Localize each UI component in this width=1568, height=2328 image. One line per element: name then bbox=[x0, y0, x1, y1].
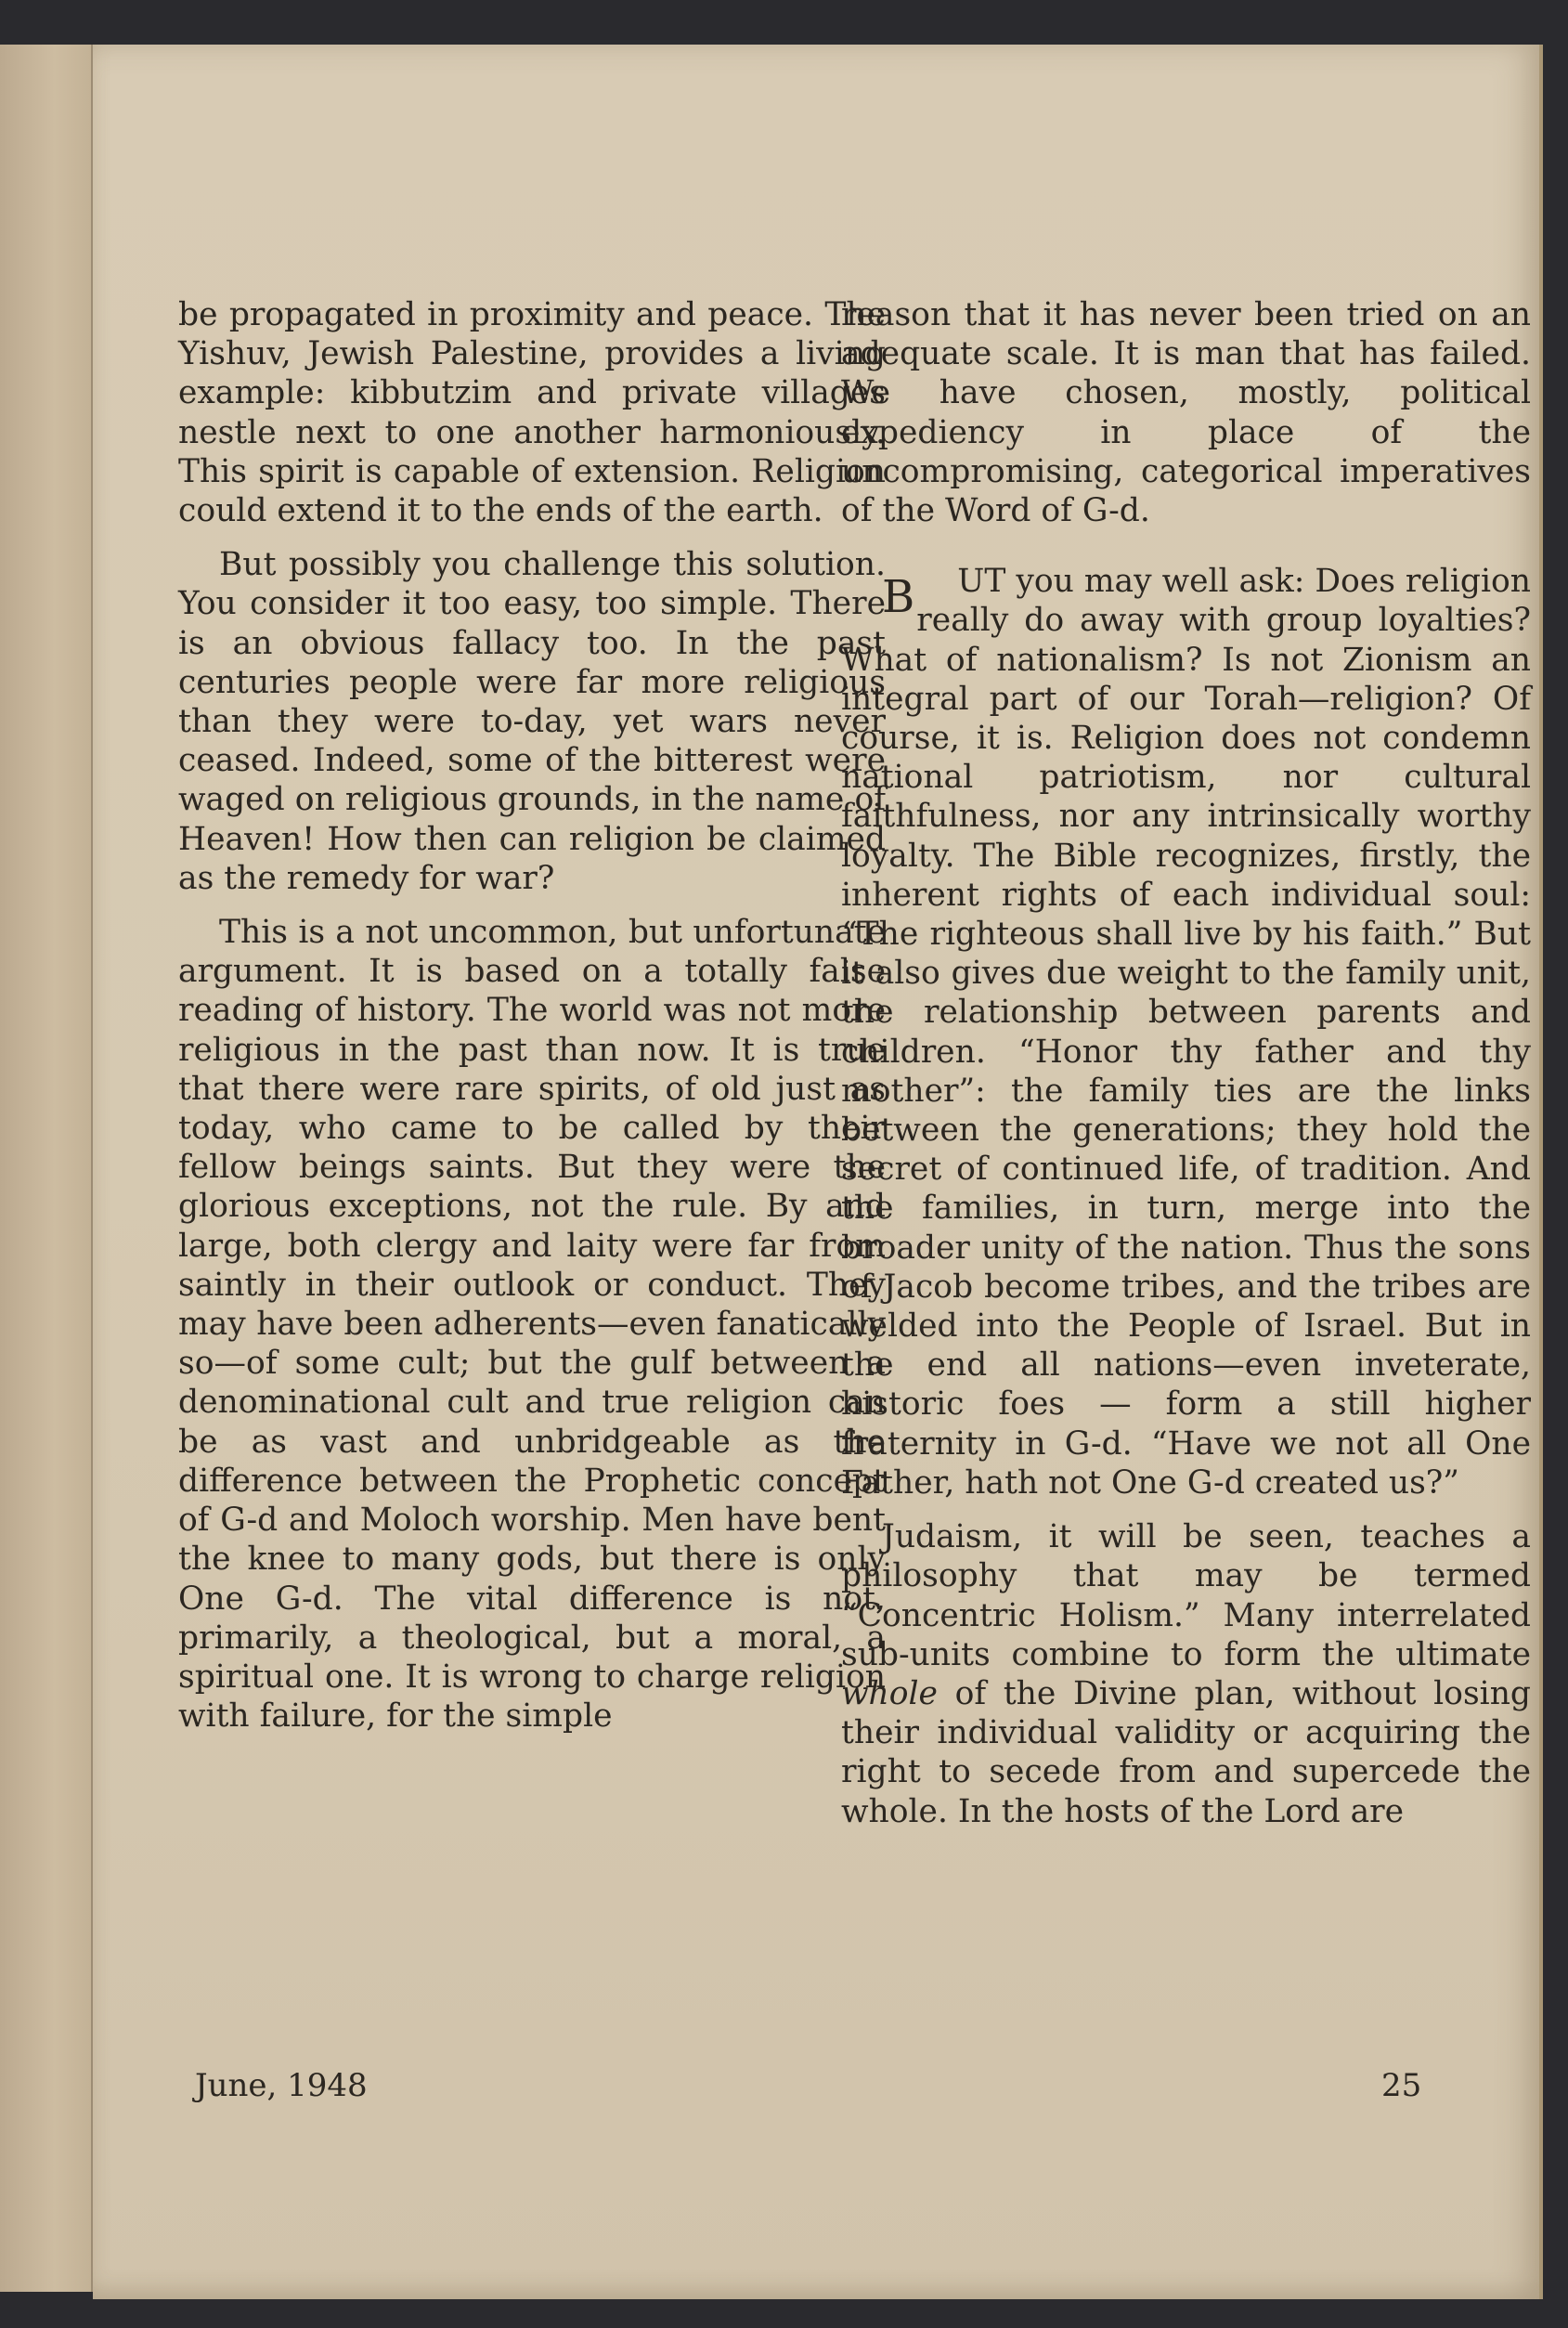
paragraph: reason that it has never been tried on an adequate scale. It is man that has failed. We have chosen, mostly, political expediency in place of the uncompromising, categorical imperatives of the Word of G-d. bbox=[841, 296, 1531, 530]
paragraph: But possibly you challenge this solution. You consider it too easy, too simple. There is an obvious fallacy too. In the past centuries people were far more religious than they were to-day, yet wars never ceased. Indeed, some of the bitterest were waged on religious grounds, in the name of Heaven! How then can religion be claimed as the remedy for war? bbox=[178, 546, 886, 897]
right-text-column bbox=[841, 295, 1531, 1831]
previous-page-edge bbox=[0, 45, 93, 2292]
paragraph bbox=[841, 1517, 1531, 1831]
paragraph-text: of the Divine plan, without losing their individual validity or acquiring the right to secede from and supercede the whole. In the hosts of the Lord are bbox=[841, 1674, 1531, 1830]
paragraph: This is a not uncommon, but unfortunate argument. It is based on a totally false reading of history. The world was not more religious in the past than now. It is true that there were rare spirits, of old just as today, who came to be called by their fellow beings saints. But they were the glorious exceptions, not the rule. By and large, both clergy and laity were far from saintly in their outlook or conduct. They may have been adherents—even fanatically so—of some cult; but the gulf between a denominational cult and true religion can be as vast and unbridgeable as the difference between the Prophetic concept of G-d and Moloch worship. Men have bent the knee to many gods, but there is only One G-d. The vital difference is not, primarily, a theological, but a moral, a spiritual one. It is wrong to charge religion with failure, for the simple bbox=[178, 914, 886, 1736]
paragraph-text: Judaism, it will be seen, teaches a philosophy that may be termed “Concentric Holism.” Many interrelated sub-units combine to form the ultimate bbox=[841, 1518, 1531, 1673]
page-number: 25 bbox=[1381, 2067, 1422, 2104]
issue-date: June, 1948 bbox=[195, 2067, 368, 2104]
drop-cap: B bbox=[882, 571, 915, 624]
paragraph: be propagated in proximity and peace. The Yishuv, Jewish Palestine, provides a living example: kibbutzim and private villages nestle next to one another harmoniously. This spirit is capable of extension. Religion could extend it to the ends of the earth. bbox=[178, 296, 886, 530]
magazine-page bbox=[93, 45, 1543, 2299]
section-text: UT you may well ask: Does religion really do away with group loyalties? What of nationalism? Is not Zionism an integral part of our Torah—religion? Of course, it is. Religion does not condemn national patriotism, nor cultural faithfulness, nor any intrinsically worthy loyalty. The Bible recognizes, firstly, the inherent rights of each individual soul: “The righteous shall live by his faith.” But it also gives due weight to the family unit, the relationship between parents and children. “Honor thy father and thy mother”: the family ties are the links between the generations; they hold the secret of continued life, of tradition. And the families, in turn, merge into the broader unity of the nation. Thus the sons of Jacob become tribes, and the tribes are welded into the People of Israel. But in the end all nations—even inveterate, historic foes — form a still higher fraternity in G-d. “Have we not all One Father, hath not One G-d created us?” bbox=[841, 563, 1531, 1502]
section-paragraph bbox=[841, 562, 1531, 1502]
left-text-column bbox=[178, 295, 886, 1736]
emphasized-word: whole bbox=[841, 1674, 938, 1712]
